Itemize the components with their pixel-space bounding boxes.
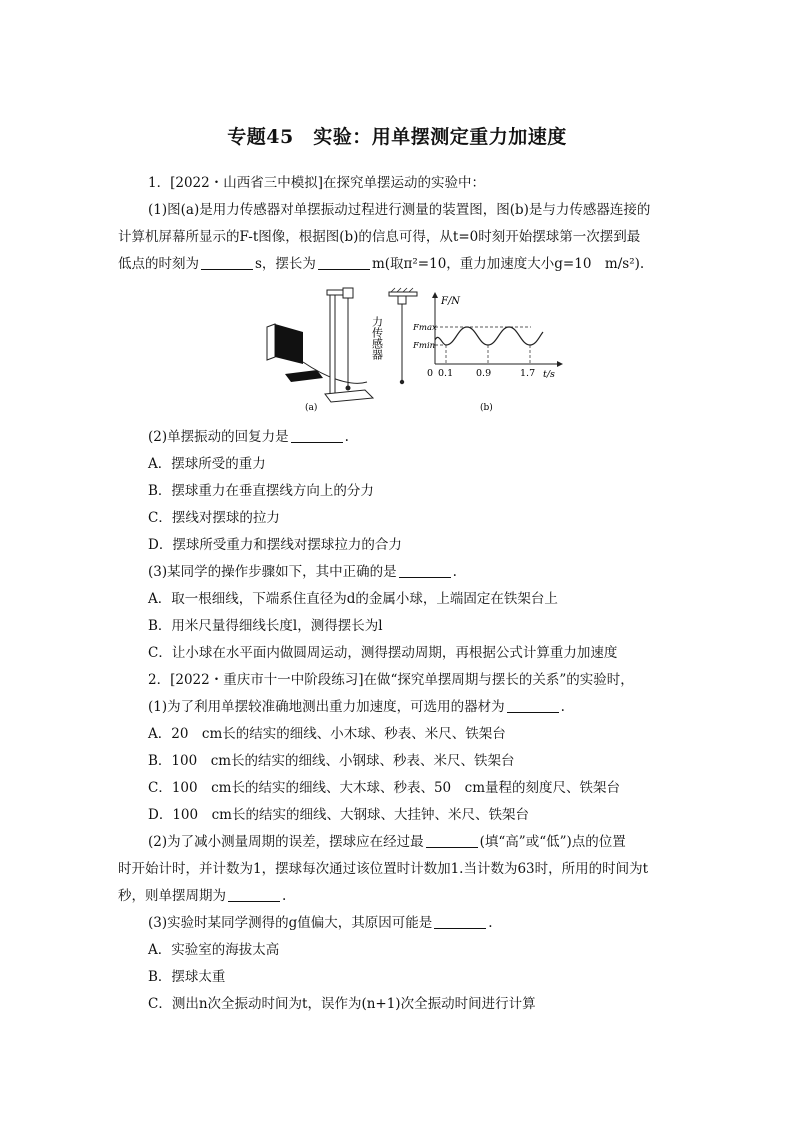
- q2-p1-text: (1)为了利用单摆较准确地测出重力加速度，可选用的器材为: [148, 699, 505, 715]
- q1-p1-text-c: m(取π²=10，重力加速度大小g=10 m/s²).: [371, 256, 645, 272]
- fmax-label: Fmax: [413, 323, 437, 333]
- answer-blank[interactable]: [426, 833, 478, 848]
- graph-figure-b: [371, 288, 564, 413]
- keyboard-icon: [285, 370, 323, 382]
- q2-heading: 2．[2022・重庆市十一中阶段练习]在做“探究单摆周期与摆长的关系”的实验时，: [148, 672, 634, 688]
- q2-p3: [148, 913, 493, 933]
- tick-label-2: 0.9: [476, 368, 492, 379]
- q1-p3-option-a: A．取一根细线，下端系住直径为d的金属小球，上端固定在铁架台上: [148, 591, 558, 607]
- q1-p2-text: (2)单摆振动的回复力是: [148, 429, 289, 445]
- answer-blank[interactable]: [318, 255, 370, 270]
- q2-p1-end: .: [560, 699, 565, 715]
- q1-p3-option-b: B．用米尺量得细线长度l，测得摆长为l: [148, 618, 383, 634]
- q1-p2-end: .: [344, 429, 349, 445]
- q1-p2-option-b: B．摆球重力在垂直摆线方向上的分力: [148, 483, 374, 499]
- force-sensor-box: [343, 288, 353, 298]
- q2-p1-option-d: D．100 cm长的结实的细线、大钢球、大挂钟、米尺、铁架台: [148, 807, 529, 823]
- q2-p2-text-b: (填“高”或“低”)点的位置: [479, 834, 626, 850]
- t-axis-label: t/s: [543, 369, 555, 380]
- q1-p2: [148, 427, 349, 447]
- caption-b: (b): [480, 403, 493, 413]
- q1-p1-line3: [118, 254, 644, 274]
- q2-p1: [148, 697, 565, 717]
- answer-blank[interactable]: [291, 428, 343, 443]
- q1-p1-line1: (1)图(a)是用力传感器对单摆振动过程进行测量的装置图，图(b)是与力传感器连接的: [148, 202, 651, 218]
- q2-p2-line1: [148, 832, 626, 852]
- origin-label: 0: [427, 368, 434, 379]
- q2-p3-text: (3)实验时某同学测得的g值偏大，其原因可能是: [148, 915, 433, 931]
- stand-pole: [330, 290, 335, 395]
- q2-p2-text-a: (2)为了减小测量周期的误差，摆球应在经过最: [148, 834, 424, 850]
- answer-blank[interactable]: [228, 887, 280, 902]
- q2-p2-text-c: 秒，则单摆周期为: [118, 888, 226, 904]
- q1-p3-text: (3)某同学的操作步骤如下，其中正确的是: [148, 564, 397, 580]
- q2-p1-option-c: C．100 cm长的结实的细线、大木球、秒表、50 cm量程的刻度尺、铁架台: [148, 780, 620, 796]
- q1-p2-option-a: A．摆球所受的重力: [148, 456, 266, 472]
- monitor-screen: [275, 324, 303, 364]
- f-axis-label: F/N: [441, 296, 461, 307]
- answer-blank[interactable]: [434, 914, 486, 929]
- q1-p3: [148, 562, 457, 582]
- answer-blank[interactable]: [399, 563, 451, 578]
- apparatus-figure-a: [267, 288, 373, 413]
- q1-p3-end: .: [452, 564, 457, 580]
- tick-label-3: 1.7: [520, 368, 536, 379]
- experiment-figure: [255, 282, 565, 417]
- monitor-icon: [267, 324, 275, 360]
- q2-p2-text-d: .: [282, 888, 287, 904]
- force-curve: [435, 327, 543, 345]
- q2-p3-option-c: C．测出n次全振动时间为t，误作为(n+1)次全振动时间进行计算: [148, 996, 536, 1012]
- answer-blank[interactable]: [507, 698, 559, 713]
- q1-p2-option-c: C．摆线对摆球的拉力: [148, 510, 280, 526]
- q2-p2-line3: [118, 886, 286, 906]
- q2-p1-option-a: A．20 cm长的结实的细线、小木球、秒表、米尺、铁架台: [148, 726, 506, 742]
- q1-p3-option-c: C．让小球在水平面内做圆周运动，测得摆动周期，再根据公式计算重力加速度: [148, 645, 618, 661]
- q2-p3-end: .: [488, 915, 493, 931]
- q1-p2-option-d: D．摆球所受重力和摆线对摆球拉力的合力: [148, 537, 402, 553]
- q1-p1-text-a: 低点的时刻为: [118, 256, 199, 272]
- q2-p1-option-b: B．100 cm长的结实的细线、小钢球、秒表、米尺、铁架台: [148, 753, 515, 769]
- q2-p2-line2: 时开始计时，并计数为1，摆球每次通过该位置时计数加1.当计数为63时，所用的时间为t: [118, 861, 649, 877]
- tick-label-1: 0.1: [438, 368, 454, 379]
- caption-a: (a): [305, 403, 318, 413]
- q1-heading: 1．[2022・山西省三中模拟]在探究单摆运动的实验中：: [148, 175, 485, 191]
- pendulum-bob: [346, 386, 351, 391]
- q2-p3-option-b: B．摆球太重: [148, 969, 226, 985]
- sensor-label: 力传感器: [370, 316, 384, 360]
- q1-p1-text-b: s，摆长为: [255, 256, 316, 272]
- answer-blank[interactable]: [201, 255, 253, 270]
- page-title: 专题45 实验：用单摆测定重力加速度: [227, 126, 567, 148]
- fmin-label: Fmin: [413, 341, 436, 351]
- q1-p1-line2: 计算机屏幕所显示的F-t图像，根据图(b)的信息可得，从t=0时刻开始摆球第一次摆到最: [118, 229, 641, 245]
- q2-p3-option-a: A．实验室的海拔太高: [148, 942, 280, 958]
